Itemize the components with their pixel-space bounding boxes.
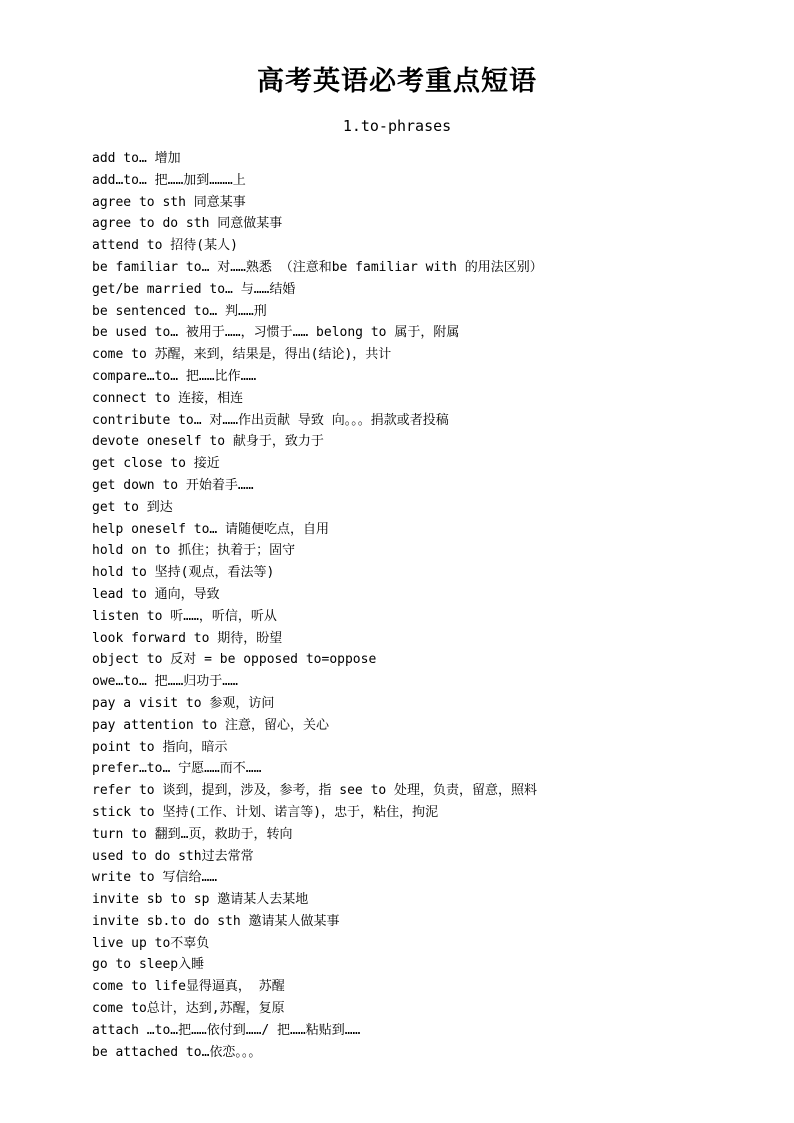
- phrase-item: pay attention to 注意，留心，关心: [92, 717, 330, 733]
- phrase-item: object to 反对 = be opposed to=oppose: [92, 652, 377, 668]
- phrase-item: go to sleep入睡: [92, 957, 205, 973]
- phrase-item: invite sb to sp 邀请某人去某地: [92, 892, 309, 908]
- phrase-item: agree to sth 同意某事: [92, 194, 246, 210]
- phrase-item: connect to 连接，相连: [92, 390, 244, 406]
- phrase-item: agree to do sth 同意做某事: [92, 216, 283, 232]
- phrase-item: get/be married to… 与……结婚: [92, 281, 296, 297]
- phrase-item: point to 指向，暗示: [92, 739, 228, 755]
- phrase-item: attach …to…把……依付到……/ 把……粘贴到……: [92, 1022, 361, 1038]
- phrase-item: attend to 招待(某人): [92, 238, 238, 254]
- section-heading: 1.to-phrases: [342, 117, 452, 135]
- phrase-item: stick to 坚持(工作、计划、诺言等)，忠于，粘住，拘泥: [92, 804, 439, 820]
- phrase-item: turn to 翻到…页，救助于，转向: [92, 826, 293, 842]
- phrase-item: be sentenced to… 判……刑: [92, 303, 267, 319]
- phrase-item: write to 写信给……: [92, 870, 218, 886]
- phrase-item: get down to 开始着手……: [92, 477, 254, 493]
- phrase-item: add to… 增加: [92, 151, 181, 166]
- phrase-item: listen to 听……，听信，听从: [92, 608, 277, 624]
- phrase-item: contribute to… 对……作出贡献 导致 向。。。捐款或者投稿: [92, 412, 449, 428]
- phrase-item: be attached to…依恋。。。: [92, 1044, 262, 1060]
- phrase-item: be used to… 被用于……，习惯于…… belong to 属于，附属: [92, 325, 460, 341]
- phrase-item: come to总计，达到,苏醒，复原: [92, 1001, 285, 1017]
- phrase-item: be familiar to… 对……熟悉 （注意和be familiar with 的用法区别）: [92, 259, 543, 275]
- phrase-item: devote oneself to 献身于，致力于: [92, 434, 324, 450]
- phrase-item: prefer…to… 宁愿……而不……: [92, 761, 262, 777]
- phrase-item: look forward to 期待，盼望: [92, 630, 283, 646]
- phrase-item: compare…to… 把……比作……: [92, 368, 257, 384]
- phrase-list: [92, 148, 732, 1063]
- document-title: 高考英语必考重点短语: [257, 66, 537, 97]
- phrase-item: pay a visit to 参观，访问: [92, 695, 275, 711]
- phrase-item: used to do sth过去常常: [92, 848, 254, 864]
- phrase-item: help oneself to… 请随便吃点，自用: [92, 521, 330, 537]
- phrase-item: lead to 通向，导致: [92, 586, 220, 602]
- phrase-item: get to 到达: [92, 499, 173, 515]
- phrase-item: invite sb.to do sth 邀请某人做某事: [92, 913, 340, 929]
- phrase-item: come to 苏醒，来到，结果是，得出(结论)，共计: [92, 347, 392, 363]
- phrase-item: come to life显得逼真， 苏醒: [92, 979, 285, 995]
- phrase-item: live up to不辜负: [92, 935, 210, 951]
- phrase-item: hold on to 抓住；执着于；固守: [92, 543, 296, 559]
- phrase-item: get close to 接近: [92, 456, 220, 472]
- phrase-item: owe…to… 把……归功于……: [92, 674, 238, 690]
- phrase-item: hold to 坚持(观点，看法等): [92, 565, 275, 581]
- phrase-item: refer to 谈到，提到，涉及，参考，指 see to 处理，负责，留意，照料: [92, 783, 538, 799]
- phrase-item: add…to… 把……加到………上: [92, 172, 246, 188]
